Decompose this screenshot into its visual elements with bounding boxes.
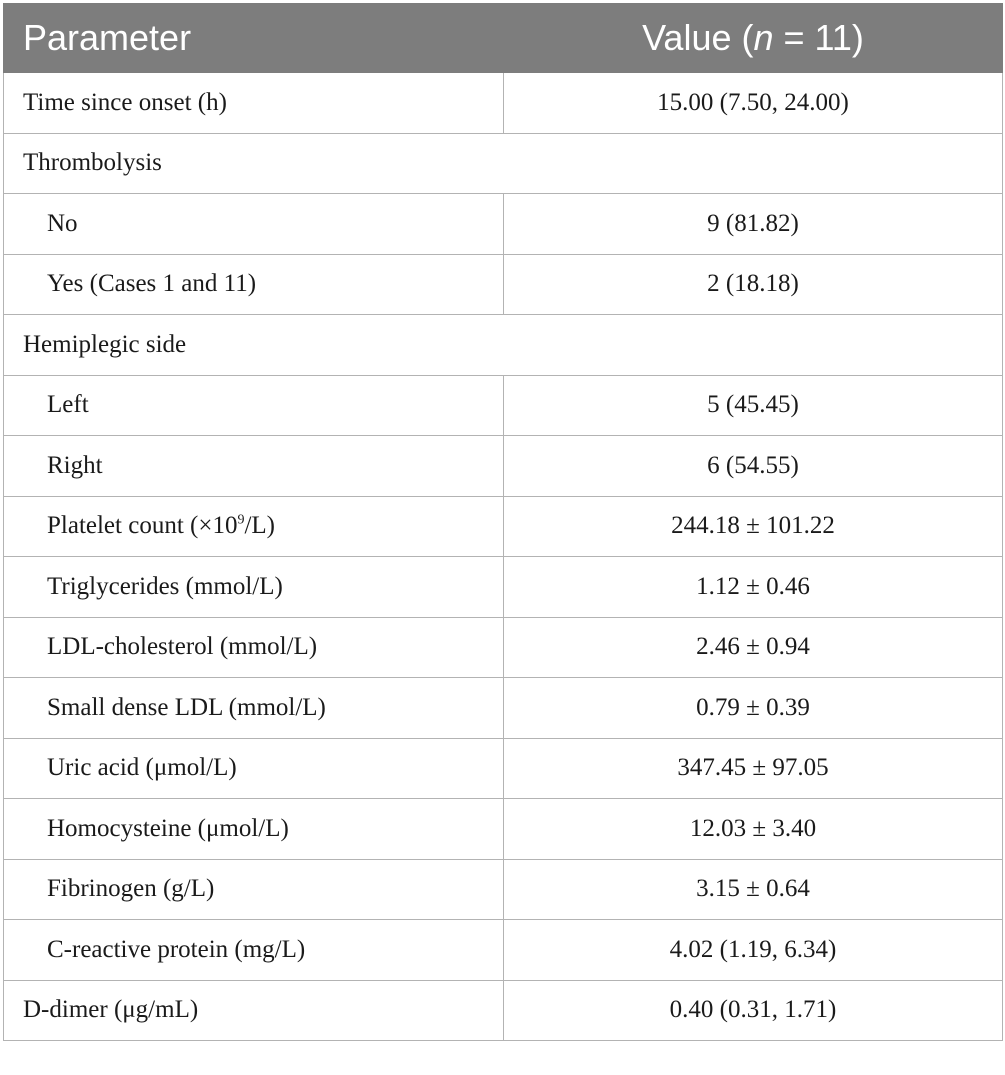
table-row	[4, 617, 1003, 678]
row-value: 347.45 ± 97.05	[504, 738, 1003, 799]
row-value: 3.15 ± 0.64	[504, 859, 1003, 920]
row-value: 2 (18.18)	[504, 254, 1003, 315]
row-parameter	[4, 496, 504, 557]
header-parameter: Parameter	[4, 4, 504, 73]
table-row	[4, 436, 1003, 497]
row-parameter: C-reactive protein (mg/L)	[4, 920, 504, 981]
table-group-row	[4, 315, 1003, 376]
table-row	[4, 738, 1003, 799]
table-row	[4, 254, 1003, 315]
row-value: 244.18 ± 101.22	[504, 496, 1003, 557]
row-parameter: Uric acid (μmol/L)	[4, 738, 504, 799]
row-parameter: No	[4, 194, 504, 255]
row-parameter: Time since onset (h)	[4, 73, 504, 134]
row-parameter: Fibrinogen (g/L)	[4, 859, 504, 920]
group-value-empty	[504, 315, 1003, 376]
row-parameter: D-dimer (μg/mL)	[4, 980, 504, 1041]
table-row	[4, 557, 1003, 618]
table-row	[4, 799, 1003, 860]
row-parameter: Small dense LDL (mmol/L)	[4, 678, 504, 739]
header-value-n: n	[753, 17, 774, 58]
platelet-label-suffix: /L)	[244, 512, 275, 540]
row-parameter: Left	[4, 375, 504, 436]
row-value: 4.02 (1.19, 6.34)	[504, 920, 1003, 981]
platelet-label-exponent: 9	[237, 512, 245, 528]
table-header-row	[4, 4, 1003, 73]
table-row	[4, 980, 1003, 1041]
header-value-prefix: Value (	[642, 17, 754, 58]
table-row	[4, 920, 1003, 981]
clinical-parameters-table	[3, 3, 1003, 1041]
table-row	[4, 859, 1003, 920]
row-value: 2.46 ± 0.94	[504, 617, 1003, 678]
row-parameter: Triglycerides (mmol/L)	[4, 557, 504, 618]
group-label: Hemiplegic side	[4, 315, 504, 376]
row-parameter: LDL-cholesterol (mmol/L)	[4, 617, 504, 678]
row-parameter: Yes (Cases 1 and 11)	[4, 254, 504, 315]
table-row	[4, 73, 1003, 134]
header-value	[504, 4, 1003, 73]
header-value-suffix: = 11)	[773, 17, 864, 58]
row-value: 0.79 ± 0.39	[504, 678, 1003, 739]
table-row	[4, 375, 1003, 436]
platelet-label-prefix: Platelet count (×10	[47, 512, 238, 540]
table-row	[4, 194, 1003, 255]
row-value: 9 (81.82)	[504, 194, 1003, 255]
row-value: 5 (45.45)	[504, 375, 1003, 436]
row-value: 6 (54.55)	[504, 436, 1003, 497]
row-parameter: Homocysteine (μmol/L)	[4, 799, 504, 860]
table-row	[4, 678, 1003, 739]
group-value-empty	[504, 133, 1003, 194]
row-value: 1.12 ± 0.46	[504, 557, 1003, 618]
row-value: 15.00 (7.50, 24.00)	[504, 73, 1003, 134]
row-value: 12.03 ± 3.40	[504, 799, 1003, 860]
row-value: 0.40 (0.31, 1.71)	[504, 980, 1003, 1041]
table-row	[4, 496, 1003, 557]
table-group-row	[4, 133, 1003, 194]
row-parameter: Right	[4, 436, 504, 497]
group-label: Thrombolysis	[4, 133, 504, 194]
